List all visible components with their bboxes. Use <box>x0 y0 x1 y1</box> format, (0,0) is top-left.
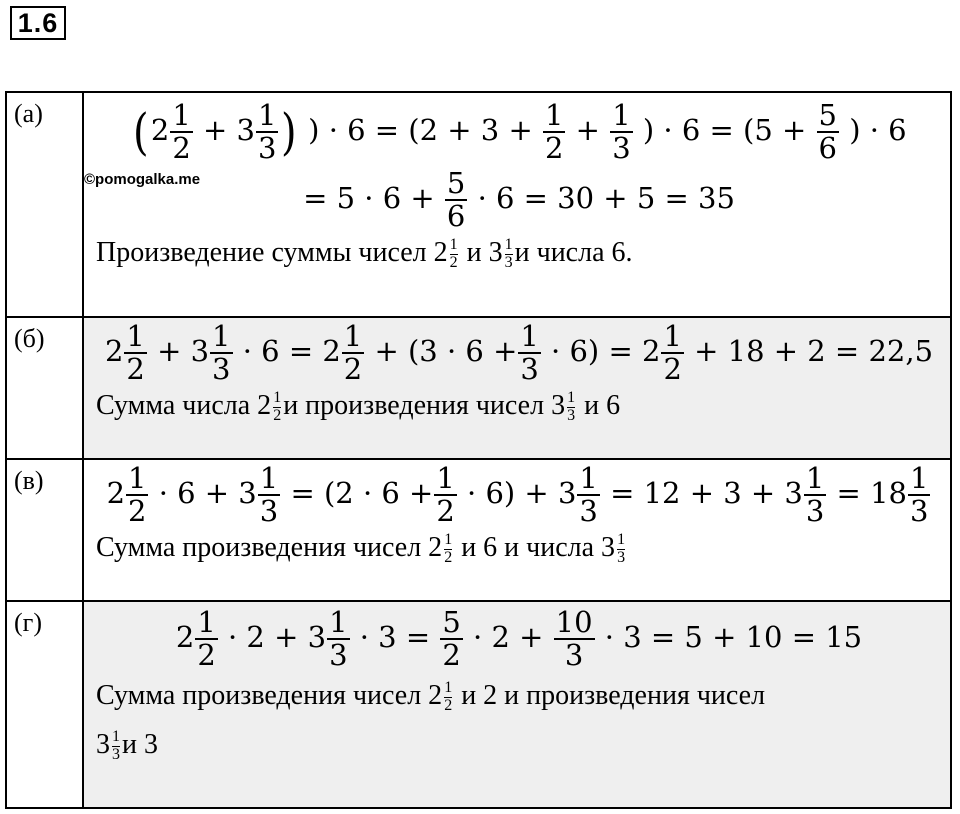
row-description-cont: 3 $\frac{1}{3}$ и 3 <box>96 728 158 763</box>
equation-line-1: (2 $\frac{1}{2}$ + 3 $\frac{1}{3}$ ) ) · 6 = (2 + 3 + $\frac{1}{2}$ + $\frac{1}{3}$ ) · 6 = (5 + $\frac{5}{6}$ ) · 6 <box>133 98 907 165</box>
watermark: ©pomogalka.me <box>84 171 201 188</box>
equation-line-1: 2 $\frac{1}{2}$ + 3 $\frac{1}{3}$ · 6 = 2 $\frac{1}{2}$ + (3 · 6 + $\frac{1}{3}$ · 6) = 2 $\frac{1}{2}$ + 18 + 2 = 22,5 <box>104 319 934 386</box>
row-body <box>83 92 951 317</box>
row-body <box>83 459 951 601</box>
row-description: Сумма произведения чисел 2 $\frac{1}{2}$ и 2 и произведения чисел <box>96 679 766 715</box>
solution-row-b <box>6 317 951 459</box>
solution-row-g <box>6 601 951 808</box>
equation-line-2: = 5 · 6 + $\frac{5}{6}$ · 6 = 30 + 5 = 35 <box>303 166 735 233</box>
equation-line-1: 2 $\frac{1}{2}$ · 6 + 3 $\frac{1}{3}$ = (2 · 6 + $\frac{1}{2}$ · 6) + 3 $\frac{1}{3}$ = 12 + 3 + 3 $\frac{1}{3}$ = 18 $\frac{1}{3}$ <box>106 461 929 528</box>
solution-row-a <box>6 92 951 317</box>
row-description: Произведение суммы чисел 2 $\frac{1}{2}$ и 3 $\frac{1}{3}$ и числа 6. <box>96 236 633 272</box>
row-label: (б) <box>6 317 83 459</box>
equation-line-1: 2 $\frac{1}{2}$ · 2 + 3 $\frac{1}{3}$ · 3 = $\frac{5}{2}$ · 2 + $\frac{10}{3}$ · 3 = 5 + 10 = 15 <box>175 605 863 672</box>
row-body <box>83 317 951 459</box>
row-body <box>83 601 951 808</box>
solution-table <box>5 91 952 809</box>
row-description: Сумма произведения чисел 2 $\frac{1}{2}$ и 6 и числа 3 $\frac{1}{3}$ <box>96 531 626 567</box>
row-label: (а) <box>6 92 83 317</box>
solution-row-v <box>6 459 951 601</box>
row-label: (в) <box>6 459 83 601</box>
row-label: (г) <box>6 601 83 808</box>
row-description: Сумма числа 2 $\frac{1}{2}$ и произведения чисел 3 $\frac{1}{3}$ и 6 <box>96 389 621 425</box>
problem-number: 1.6 <box>10 6 66 40</box>
